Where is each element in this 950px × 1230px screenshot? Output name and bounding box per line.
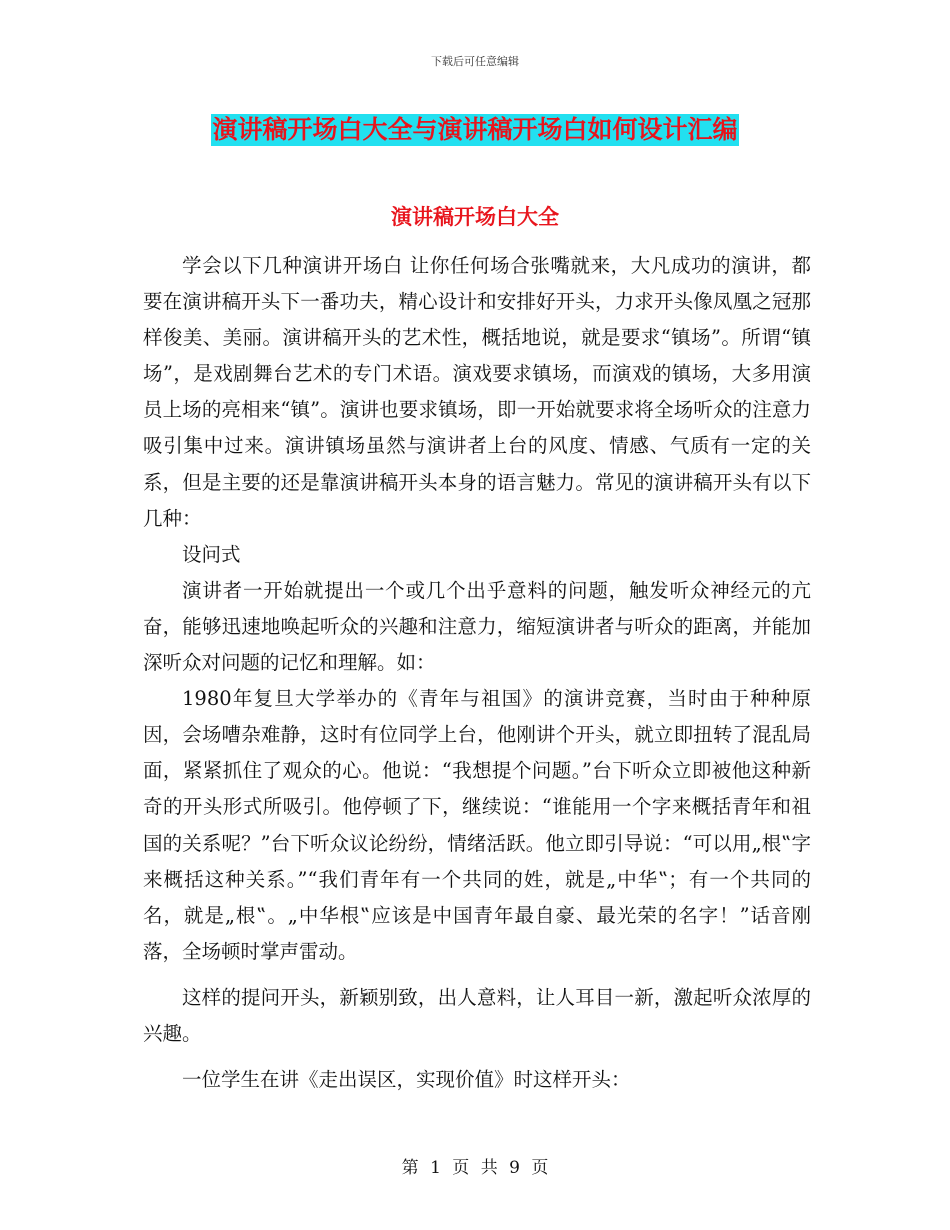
paragraph-comment: 这样的提问开头，新颖别致，出人意料，让人耳目一新，激起听众浓厚的兴趣。	[143, 985, 811, 1045]
paragraph-shewen-desc: 演讲者一开始就提出一个或几个出乎意料的问题，触发听众神经元的亢奋，能够迅速地唤起听众的兴趣和注意力，缩短演讲者与听众的距离，并能加深听众对问题的记忆和理解。如：	[143, 578, 811, 675]
paragraph-heading-shewen: 设问式	[182, 542, 241, 566]
paragraph-student-example: 一位学生在讲《走出误区，实现价值》时这样开头：	[182, 1068, 631, 1092]
section-title: 演讲稿开场白大全	[391, 205, 559, 229]
document-body	[143, 248, 811, 1098]
paragraph-intro: 学会以下几种演讲开场白 让你任何场合张嘴就来，大凡成功的演讲，都要在演讲稿开头下一番功夫，精心设计和安排好开头，力求开头像凤凰之冠那样俊美、美丽。演讲稿开头的艺术性，概括地说，就是要求“镇场”。所谓“镇场”，是戏剧舞台艺术的专门术语。演戏要求镇场，而演戏的镇场，大多用演员上场的亮相来“镇”。演讲也要求镇场，即一开始就要求将全场听众的注意力吸引集中过来。演讲镇场虽然与演讲者上台的风度、情感、气质有一定的关系，但是主要的还是靠演讲稿开头本身的语言魅力。常见的演讲稿开头有以下几种：	[143, 254, 811, 530]
page-footer: 第 1 页 共 9 页	[401, 1158, 549, 1178]
document-title: 演讲稿开场白大全与演讲稿开场白如何设计汇编	[212, 115, 738, 144]
paragraph-example: 1980年复旦大学举办的《青年与祖国》的演讲竞赛，当时由于种种原因，会场嘈杂难静，这时有位同学上台，他刚讲个开头，就立即扭转了混乱局面，紧紧抓住了观众的心。他说：“我想提个问题。”台下听众立即被他这种新奇的开头形式所吸引。他停顿了下，继续说：“谁能用一个字来概括青年和祖国的关系呢？”台下听众议论纷纷，情绪活跃。他立即引导说：“可以用„根‟字来概括这种关系。”“我们青年有一个共同的姓，就是„中华‟；有一个共同的名，就是„根‟。„中华根‟应该是中国青年最自豪、最光荣的名字！”话音刚落，全场顿时掌声雷动。	[143, 687, 811, 963]
main-title-wrapper	[0, 114, 950, 146]
header-note: 下载后可任意编辑	[431, 55, 519, 68]
